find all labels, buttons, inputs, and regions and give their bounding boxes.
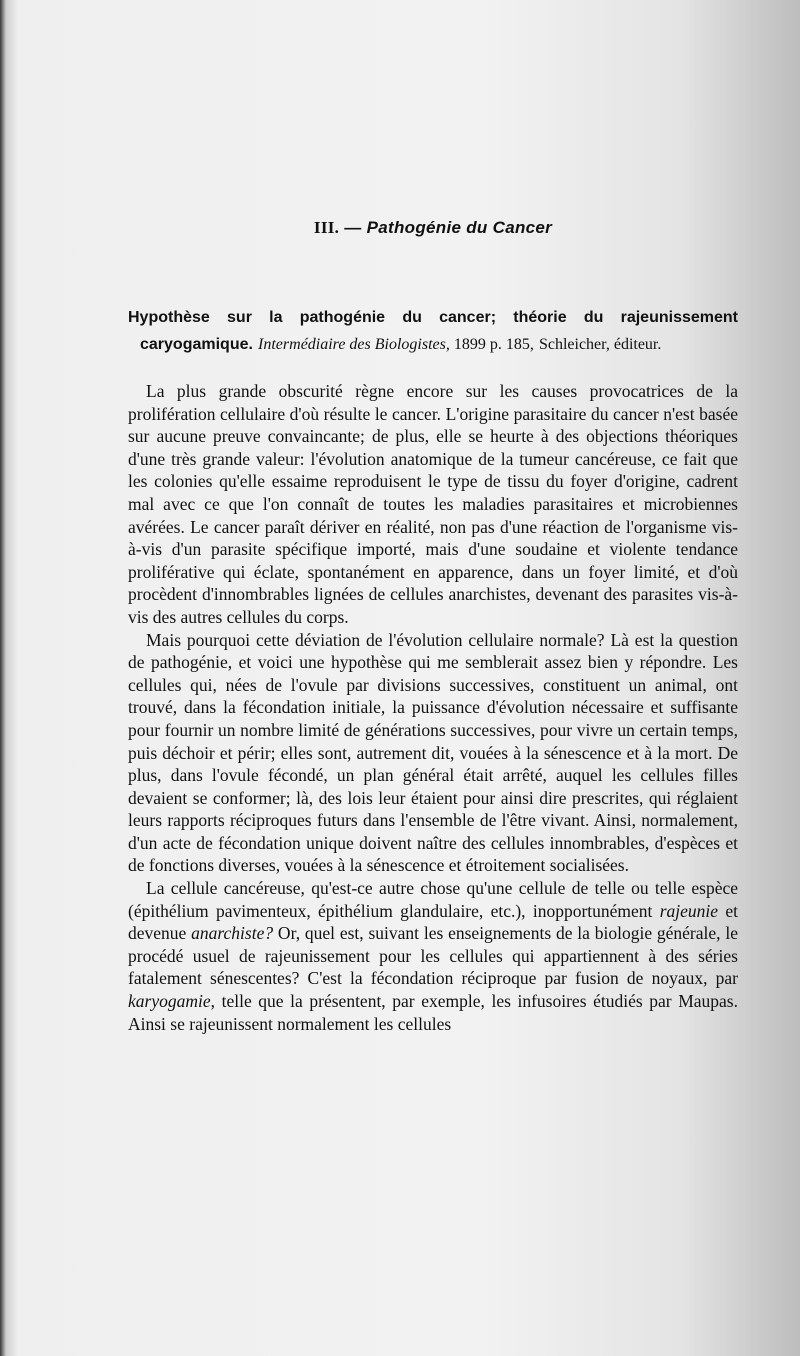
page-content	[128, 200, 738, 1035]
paragraph-1: La plus grande obscurité règne encore sur les causes provocatrices de la prolifération cellulaire d'où résulte le cancer. L'origine parasitaire du cancer n'est basée sur aucune preuve convaincante; de plus, elle se heurte à des objections théoriques d'une très grande valeur: l'évolution anatomique de la tumeur cancéreuse, ce fait que les colonies qu'elle essaime reproduisent le type de tissu du foyer d'origine, cadrent mal avec ce que l'on connaît de toutes les maladies parasitaires et microbiennes avérées. Le cancer paraît dériver en réalité, non pas d'une réaction de l'organisme vis-à-vis d'un parasite spécifique importé, mais d'une soudaine et violente tendance proliférative qui éclate, spontanément en apparence, dans un foyer limité, et d'où procèdent d'innombrables lignées de cellules anarchistes, devenant des parasites vis-à-vis des autres cellules du corps.	[128, 381, 738, 627]
bibliographic-reference	[128, 304, 738, 358]
reference-journal: Intermédiaire des Biologistes,	[258, 336, 450, 353]
section-name: Pathogénie du Cancer	[366, 218, 553, 237]
section-dash: —	[344, 218, 362, 237]
paragraph-3-part-2: et devenue	[128, 900, 738, 944]
paragraph-3-italic-2: anarchiste?	[191, 923, 274, 944]
paragraph-3-part-4: , telle que la présentent, par exemple, les infusoires étudiés par Maupas. Ainsi se rajeunissent normalement les cellules	[128, 991, 738, 1034]
paragraph-3	[128, 877, 738, 1035]
reference-title: Hypothèse sur la pathogénie du cancer; théorie du rajeunissement caryogamique.	[128, 309, 738, 353]
paragraph-3-italic-3: karyogamie	[128, 991, 211, 1012]
reference-citation: 1899 p. 185,	[449, 336, 534, 353]
paragraph-3-italic-1: rajeunie	[659, 900, 719, 921]
reference-publisher: Schleicher, éditeur.	[538, 336, 662, 353]
section-title	[128, 218, 738, 238]
paragraph-3-part-1: La cellule cancéreuse, qu'est-ce autre chose qu'une cellule de telle ou telle espèce (épithélium pavimenteux, épithélium glandulaire, etc.), inopportunément	[128, 878, 738, 921]
paragraph-3-part-3: Or, quel est, suivant les enseignements de la biologie générale, le procédé usuel de rajeunissement pour les cellules qui appartiennent à des séries fatalement sénescentes? C'est la fécondation réciproque par fusion de noyaux, par	[128, 923, 738, 989]
section-number: III.	[313, 218, 340, 237]
paragraph-2: Mais pourquoi cette déviation de l'évolution cellulaire normale? Là est la question de pathogénie, et voici une hypothèse qui me semblerait assez bien y répondre. Les cellules qui, nées de l'ovule par divisions successives, constituent un animal, ont trouvé, dans la fécondation initiale, la puissance d'évolution nécessaire et suffisante pour fournir un nombre limité de générations successives, pour vivre un certain temps, puis déchoir et périr; elles sont, autrement dit, vouées à la sénescence et à la mort. De plus, dans l'ovule fécondé, un plan général était arrêté, auquel les cellules filles devaient se conformer; là, des lois leur étaient pour ainsi dire prescrites, qui réglaient leurs rapports réciproques futurs dans l'ensemble de l'être vivant. Ainsi, normalement, d'un acte de fécondation unique doivent naître des cellules innombrables, d'espèces et de fonctions diverses, vouées à la sénescence et étroitement socialisées.	[128, 629, 738, 876]
